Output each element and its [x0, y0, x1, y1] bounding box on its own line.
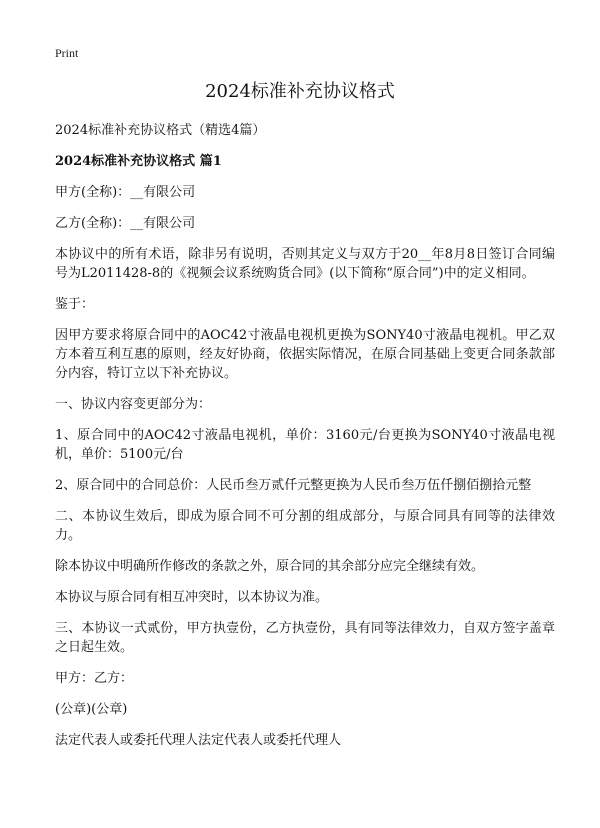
clause-1-item-1: 1、原合同中的AOC42寸液晶电视机，单价：3160元/台更换为SONY40寸液晶电视机，单价：5100元/台: [55, 428, 555, 462]
background-paragraph: 因甲方要求将原合同中的AOC42寸液晶电视机更换为SONY40寸液晶电视机。甲乙双方本着互利互惠的原则，经友好协商，依据实际情况，在原合同基础上变更合同条款部分内容，特订立以下补充协议。: [55, 328, 555, 381]
party-b: 乙方(全称)：__有限公司: [55, 216, 196, 231]
clause-3: 三、本协议一式贰份，甲方执壹份，乙方执壹份，具有同等法律效力，自双方签字盖章之日起生效。: [55, 621, 555, 655]
remaining-terms-paragraph: 除本协议中明确所作修改的条款之外，原合同的其余部分应完全继续有效。: [55, 559, 485, 574]
clause-1-heading: 一、协议内容变更部分为：: [55, 397, 212, 412]
clause-1-item-2: 2、原合同中的合同总价：人民币叁万贰仟元整更换为人民币叁万伍仟捌佰捌拾元整: [55, 478, 532, 493]
conflict-paragraph: 本协议与原合同有相互冲突时，以本协议为准。: [55, 590, 329, 605]
signature-parties: 甲方：乙方：: [55, 671, 134, 686]
document-body: [55, 121, 555, 762]
document-subtitle: 2024标准补充协议格式（精选4篇）: [55, 123, 266, 138]
signature-seals: (公章)(公章): [55, 702, 128, 717]
document-title: 2024标准补充协议格式: [205, 81, 395, 102]
definitions-paragraph: 本协议中的所有术语，除非另有说明，否则其定义与双方于20__年8月8日签订合同编号为L2011428-8的《视频会议系统购货合同》(以下简称“原合同”)中的定义相同。: [55, 247, 555, 281]
party-a: 甲方(全称)：__有限公司: [55, 185, 196, 200]
section-heading: 2024标准补充协议格式 篇1: [55, 154, 222, 169]
whereas-label: 鉴于：: [55, 297, 95, 312]
clause-2: 二、本协议生效后，即成为原合同不可分割的组成部分，与原合同具有同等的法律效力。: [55, 509, 555, 543]
print-link[interactable]: Print: [55, 46, 79, 60]
signature-representatives: 法定代表人或委托代理人法定代表人或委托代理人: [55, 733, 342, 748]
